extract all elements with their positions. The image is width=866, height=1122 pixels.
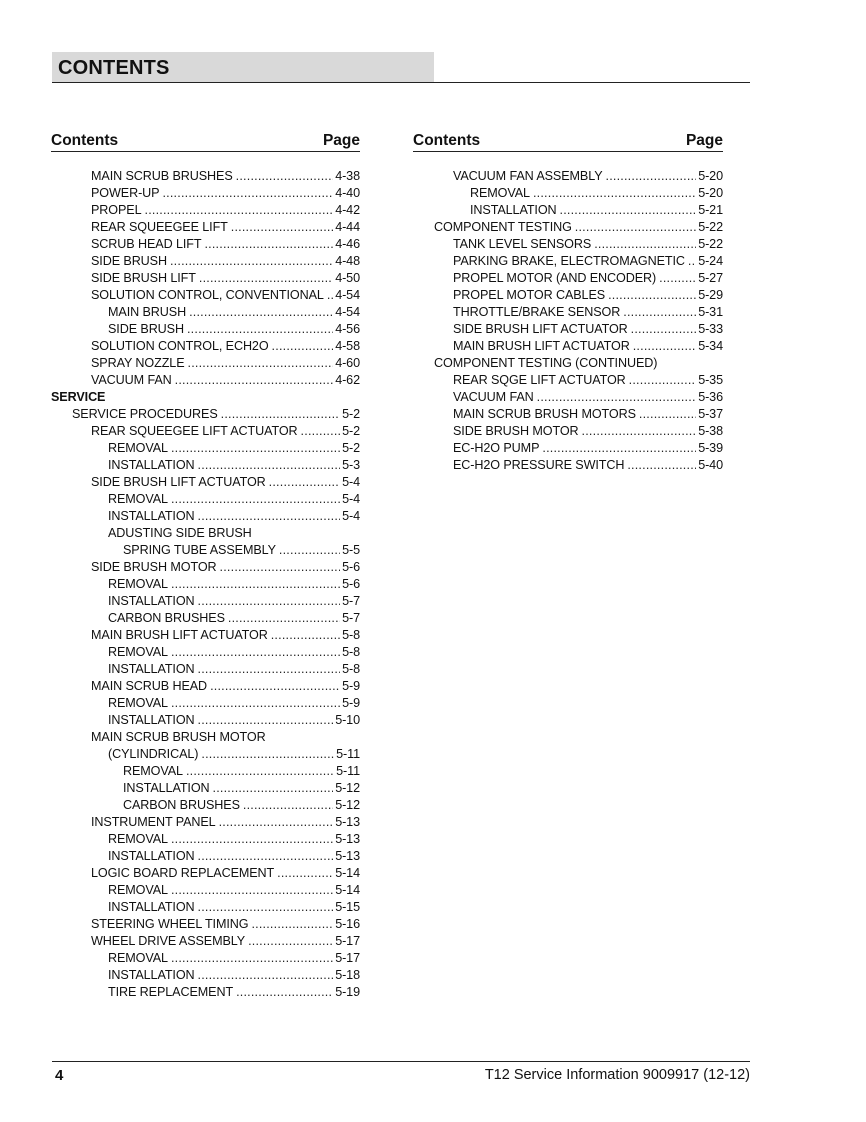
toc-entry[interactable] bbox=[413, 389, 723, 406]
toc-entry[interactable] bbox=[51, 389, 360, 406]
toc-entry[interactable] bbox=[51, 899, 360, 916]
dot-leader bbox=[537, 389, 697, 406]
toc-entry[interactable] bbox=[51, 508, 360, 525]
dot-leader bbox=[219, 814, 334, 831]
toc-entry[interactable] bbox=[51, 355, 360, 372]
toc-entry[interactable] bbox=[51, 542, 360, 559]
toc-entry-page: 5-10 bbox=[335, 713, 360, 727]
toc-entry-label: SERVICE PROCEDURES bbox=[72, 407, 218, 421]
toc-entry-label: THROTTLE/BRAKE SENSOR bbox=[453, 305, 621, 319]
toc-entry[interactable] bbox=[413, 185, 723, 202]
toc-entry[interactable] bbox=[51, 270, 360, 287]
toc-entry-label: POWER-UP bbox=[91, 186, 160, 200]
dot-leader bbox=[533, 185, 696, 202]
toc-entry-label: TANK LEVEL SENSORS bbox=[453, 237, 592, 251]
toc-entry-label: MAIN SCRUB BRUSH MOTOR bbox=[91, 730, 266, 744]
toc-column-left bbox=[51, 131, 360, 1001]
toc-entry[interactable] bbox=[413, 236, 723, 253]
toc-entry[interactable] bbox=[51, 525, 360, 542]
toc-entry-page: 5-7 bbox=[342, 611, 360, 625]
toc-entry[interactable] bbox=[51, 219, 360, 236]
toc-entry[interactable] bbox=[413, 457, 723, 474]
toc-entry-page: 5-36 bbox=[698, 390, 723, 404]
toc-entry[interactable] bbox=[51, 916, 360, 933]
dot-leader bbox=[248, 933, 333, 950]
toc-entry-label: INSTALLATION bbox=[108, 900, 195, 914]
dot-leader bbox=[213, 780, 334, 797]
toc-entry[interactable] bbox=[51, 984, 360, 1001]
dot-leader bbox=[272, 338, 334, 355]
dot-leader bbox=[199, 270, 333, 287]
toc-entry-label: INSTALLATION bbox=[123, 781, 210, 795]
toc-entry-page: 5-40 bbox=[698, 458, 723, 472]
toc-entry-page: 5-14 bbox=[335, 883, 360, 897]
toc-entry[interactable] bbox=[51, 338, 360, 355]
toc-entry-page: 5-6 bbox=[342, 577, 360, 591]
toc-entry-page: 5-11 bbox=[336, 747, 360, 761]
toc-entry[interactable] bbox=[51, 797, 360, 814]
toc-entry[interactable] bbox=[51, 729, 360, 746]
toc-entry-label: WHEEL DRIVE ASSEMBLY bbox=[91, 934, 246, 948]
dot-leader bbox=[228, 610, 340, 627]
toc-entry[interactable] bbox=[51, 372, 360, 389]
toc-entry-page: 5-13 bbox=[335, 815, 360, 829]
toc-entry-label: EC-H2O PUMP bbox=[453, 441, 540, 455]
toc-entry-label: CARBON BRUSHES bbox=[108, 611, 225, 625]
toc-entry-label: INSTALLATION bbox=[108, 509, 195, 523]
toc-entry-label: STEERING WHEEL TIMING bbox=[91, 917, 249, 931]
toc-entry-label: REMOVAL bbox=[108, 492, 168, 506]
dot-leader bbox=[271, 627, 340, 644]
toc-entry-label: INSTALLATION bbox=[108, 968, 195, 982]
toc-entry[interactable] bbox=[51, 865, 360, 882]
toc-entry-label: MAIN BRUSH LIFT ACTUATOR bbox=[453, 339, 630, 353]
toc-entry-page: 4-60 bbox=[335, 356, 360, 370]
toc-entry-page: 5-37 bbox=[698, 407, 723, 421]
toc-entry-label: PARKING BRAKE, ELECTROMAGNETIC bbox=[453, 254, 685, 268]
dot-leader bbox=[170, 253, 333, 270]
dot-leader bbox=[243, 797, 333, 814]
toc-entry-page: 5-20 bbox=[698, 186, 723, 200]
toc-entry[interactable] bbox=[413, 219, 723, 236]
contents-heading: Contents bbox=[51, 132, 119, 149]
toc-entry-page: 5-9 bbox=[342, 696, 360, 710]
toc-entry-page: 5-22 bbox=[698, 220, 723, 234]
toc-entry-page: 5-8 bbox=[342, 628, 360, 642]
toc-entry-page: 5-4 bbox=[342, 509, 360, 523]
dot-leader bbox=[594, 236, 696, 253]
toc-entry-label: MAIN BRUSH bbox=[108, 305, 187, 319]
toc-entry[interactable] bbox=[413, 253, 723, 270]
toc-entry-page: 5-16 bbox=[335, 917, 360, 931]
toc-entry[interactable] bbox=[51, 236, 360, 253]
toc-entry-page: 5-17 bbox=[335, 934, 360, 948]
toc-entry-label: REMOVAL bbox=[123, 764, 183, 778]
dot-leader bbox=[204, 236, 333, 253]
toc-entry-page: 5-27 bbox=[698, 271, 723, 285]
dot-leader bbox=[629, 372, 697, 389]
toc-entry-page: 5-13 bbox=[335, 849, 360, 863]
toc-entry-page: 5-8 bbox=[342, 662, 360, 676]
toc-entry-label: REMOVAL bbox=[108, 577, 168, 591]
toc-entry-page: 5-35 bbox=[698, 373, 723, 387]
toc-entry[interactable] bbox=[51, 882, 360, 899]
toc-column-right bbox=[413, 131, 723, 474]
dot-leader bbox=[186, 763, 334, 780]
dot-leader bbox=[189, 304, 333, 321]
toc-column-header bbox=[413, 131, 723, 152]
dot-leader bbox=[582, 423, 697, 440]
page-heading: Page bbox=[685, 132, 723, 149]
dot-leader bbox=[631, 321, 697, 338]
toc-entry-label: CARBON BRUSHES bbox=[123, 798, 240, 812]
toc-entry-page: 5-17 bbox=[335, 951, 360, 965]
toc-entry-label: SIDE BRUSH LIFT ACTUATOR bbox=[91, 475, 266, 489]
dot-leader bbox=[560, 202, 697, 219]
toc-entry-page: 5-12 bbox=[335, 798, 360, 812]
toc-entry-label: REMOVAL bbox=[108, 696, 168, 710]
toc-entry-page: 5-4 bbox=[342, 475, 360, 489]
toc-entry-label: COMPONENT TESTING (CONTINUED) bbox=[434, 356, 658, 370]
toc-entry-label: SOLUTION CONTROL, CONVENTIONAL bbox=[91, 288, 324, 302]
dot-leader bbox=[198, 967, 334, 984]
toc-entry-label: REAR SQUEEGEE LIFT ACTUATOR bbox=[91, 424, 298, 438]
toc-entry-page: 5-14 bbox=[335, 866, 360, 880]
toc-entry-label: INSTALLATION bbox=[108, 713, 195, 727]
dot-leader bbox=[236, 984, 333, 1001]
dot-leader bbox=[171, 950, 333, 967]
dot-leader bbox=[171, 576, 340, 593]
toc-entry-page: 5-9 bbox=[342, 679, 360, 693]
toc-entry-label: VACUUM FAN bbox=[453, 390, 534, 404]
toc-entry-page: 5-3 bbox=[342, 458, 360, 472]
toc-entry-label: INSTALLATION bbox=[108, 594, 195, 608]
document-info: T12 Service Information 9009917 (12-12) bbox=[484, 1067, 750, 1083]
toc-entry-label: INSTALLATION bbox=[108, 458, 195, 472]
dot-leader bbox=[269, 474, 340, 491]
dot-leader bbox=[236, 168, 334, 185]
dot-leader bbox=[171, 831, 333, 848]
toc-entry-page: 4-54 bbox=[335, 305, 360, 319]
toc-entry-label: SCRUB HEAD LIFT bbox=[91, 237, 202, 251]
toc-entry-page: 4-40 bbox=[335, 186, 360, 200]
toc-entry[interactable] bbox=[51, 474, 360, 491]
toc-entry[interactable] bbox=[413, 321, 723, 338]
toc-entry-label: EC-H2O PRESSURE SWITCH bbox=[453, 458, 625, 472]
dot-leader bbox=[627, 457, 696, 474]
contents-heading: Contents bbox=[413, 132, 481, 149]
toc-entry[interactable] bbox=[51, 593, 360, 610]
toc-entry-label: (CYLINDRICAL) bbox=[108, 747, 199, 761]
toc-entry[interactable] bbox=[51, 950, 360, 967]
toc-entry-page: 5-2 bbox=[342, 441, 360, 455]
toc-entry[interactable] bbox=[413, 202, 723, 219]
toc-entry[interactable] bbox=[413, 355, 723, 372]
toc-entry-label: INSTALLATION bbox=[108, 662, 195, 676]
toc-entry-label: INSTRUMENT PANEL bbox=[91, 815, 216, 829]
toc-entry[interactable] bbox=[413, 423, 723, 440]
toc-entry-label: REMOVAL bbox=[108, 832, 168, 846]
dot-leader bbox=[220, 559, 341, 576]
dot-leader bbox=[198, 712, 334, 729]
toc-entry[interactable] bbox=[51, 423, 360, 440]
toc-entry-page: 5-21 bbox=[698, 203, 723, 217]
toc-entry-label: SIDE BRUSH MOTOR bbox=[91, 560, 217, 574]
toc-entry-page: 4-44 bbox=[335, 220, 360, 234]
toc-entry[interactable] bbox=[413, 406, 723, 423]
toc-entry[interactable] bbox=[413, 304, 723, 321]
toc-entry-page: 5-38 bbox=[698, 424, 723, 438]
dot-leader bbox=[188, 355, 334, 372]
toc-entry-label: REMOVAL bbox=[108, 951, 168, 965]
toc-entry-page: 5-18 bbox=[335, 968, 360, 982]
dot-leader bbox=[251, 916, 333, 933]
page-title: CONTENTS bbox=[58, 57, 170, 79]
toc-entry[interactable] bbox=[51, 559, 360, 576]
toc-entry[interactable] bbox=[413, 270, 723, 287]
toc-entry-page: 4-38 bbox=[335, 169, 360, 183]
toc-entry-label: SERVICE bbox=[51, 390, 106, 404]
toc-entry-label: REAR SQUEEGEE LIFT bbox=[91, 220, 228, 234]
dot-leader bbox=[175, 372, 334, 389]
toc-entry-page: 5-6 bbox=[342, 560, 360, 574]
dot-leader bbox=[210, 678, 340, 695]
toc-entry-label: COMPONENT TESTING bbox=[434, 220, 572, 234]
toc-entry-page: 4-48 bbox=[335, 254, 360, 268]
dot-leader bbox=[198, 508, 341, 525]
page-number: 4 bbox=[55, 1067, 64, 1084]
toc-entry[interactable] bbox=[51, 576, 360, 593]
toc-entry[interactable] bbox=[413, 338, 723, 355]
toc-entry-page: 5-24 bbox=[698, 254, 723, 268]
toc-entry[interactable] bbox=[51, 678, 360, 695]
toc-entry[interactable] bbox=[51, 185, 360, 202]
toc-entry-label: MAIN SCRUB BRUSH MOTORS bbox=[453, 407, 636, 421]
dot-leader bbox=[198, 899, 334, 916]
toc-entry-label: SIDE BRUSH MOTOR bbox=[453, 424, 579, 438]
toc-entry[interactable] bbox=[51, 168, 360, 185]
dot-leader bbox=[162, 185, 333, 202]
toc-entry-page: 5-5 bbox=[342, 543, 360, 557]
toc-entry[interactable] bbox=[51, 967, 360, 984]
toc-entry-page: 5-29 bbox=[698, 288, 723, 302]
toc-entry-label: VACUUM FAN bbox=[91, 373, 172, 387]
dot-leader bbox=[279, 542, 340, 559]
footer-divider bbox=[52, 1061, 750, 1062]
toc-entry-label: PROPEL MOTOR (AND ENCODER) bbox=[453, 271, 657, 285]
toc-entry-label: SIDE BRUSH LIFT ACTUATOR bbox=[453, 322, 628, 336]
toc-entry[interactable] bbox=[413, 440, 723, 457]
toc-entry[interactable] bbox=[51, 661, 360, 678]
dot-leader bbox=[277, 865, 333, 882]
toc-entry-page: 5-20 bbox=[698, 169, 723, 183]
toc-entry-page: 4-62 bbox=[335, 373, 360, 387]
toc-entry-label: REMOVAL bbox=[108, 645, 168, 659]
toc-entry-label: LOGIC BOARD REPLACEMENT bbox=[91, 866, 275, 880]
dot-leader bbox=[575, 219, 696, 236]
toc-entry-page: 5-12 bbox=[335, 781, 360, 795]
toc-entry[interactable] bbox=[413, 372, 723, 389]
toc-entry[interactable] bbox=[51, 763, 360, 780]
toc-entry-page: 4-56 bbox=[335, 322, 360, 336]
toc-entry[interactable] bbox=[51, 491, 360, 508]
toc-entry-page: 4-42 bbox=[335, 203, 360, 217]
toc-entries-left bbox=[51, 168, 360, 1001]
dot-leader bbox=[327, 287, 333, 304]
toc-entry-page: 5-22 bbox=[698, 237, 723, 251]
toc-entry-page: 5-31 bbox=[698, 305, 723, 319]
toc-entry-label: INSTALLATION bbox=[108, 849, 195, 863]
dot-leader bbox=[171, 440, 340, 457]
dot-leader bbox=[198, 661, 341, 678]
toc-entry[interactable] bbox=[51, 746, 360, 763]
toc-entry-label: MAIN SCRUB HEAD bbox=[91, 679, 208, 693]
toc-entry[interactable] bbox=[413, 168, 723, 185]
dot-leader bbox=[221, 406, 340, 423]
toc-entry[interactable] bbox=[51, 780, 360, 797]
dot-leader bbox=[145, 202, 334, 219]
dot-leader bbox=[231, 219, 333, 236]
toc-entry-page: 5-34 bbox=[698, 339, 723, 353]
toc-entries-right bbox=[413, 168, 723, 474]
dot-leader bbox=[659, 270, 696, 287]
toc-entry-label: MAIN BRUSH LIFT ACTUATOR bbox=[91, 628, 268, 642]
toc-entry-page: 5-8 bbox=[342, 645, 360, 659]
toc-column-header bbox=[51, 131, 360, 152]
toc-entry-label: REMOVAL bbox=[470, 186, 530, 200]
toc-entry[interactable] bbox=[51, 695, 360, 712]
toc-entry-label: INSTALLATION bbox=[470, 203, 557, 217]
toc-entry-label: REMOVAL bbox=[108, 441, 168, 455]
toc-entry-page: 5-11 bbox=[336, 764, 360, 778]
toc-entry-page: 5-15 bbox=[335, 900, 360, 914]
dot-leader bbox=[198, 848, 334, 865]
toc-entry-page: 4-50 bbox=[335, 271, 360, 285]
toc-entry[interactable] bbox=[51, 712, 360, 729]
toc-entry[interactable] bbox=[51, 440, 360, 457]
toc-entry-label: ADUSTING SIDE BRUSH bbox=[108, 526, 252, 540]
toc-entry-label: SOLUTION CONTROL, ECH2O bbox=[91, 339, 269, 353]
dot-leader bbox=[171, 491, 340, 508]
toc-entry-label: SIDE BRUSH bbox=[108, 322, 184, 336]
dot-leader bbox=[688, 253, 696, 270]
toc-entry-label: REAR SQGE LIFT ACTUATOR bbox=[453, 373, 626, 387]
dot-leader bbox=[301, 423, 341, 440]
toc-entry-page: 5-2 bbox=[342, 407, 360, 421]
dot-leader bbox=[201, 746, 334, 763]
toc-entry-page: 4-46 bbox=[335, 237, 360, 251]
dot-leader bbox=[198, 593, 341, 610]
toc-entry[interactable] bbox=[51, 848, 360, 865]
toc-entry[interactable] bbox=[51, 287, 360, 304]
toc-entry[interactable] bbox=[51, 304, 360, 321]
toc-entry-page: 4-54 bbox=[335, 288, 360, 302]
toc-entry-page: 5-19 bbox=[335, 985, 360, 999]
toc-entry[interactable] bbox=[51, 253, 360, 270]
toc-entry-label: SPRING TUBE ASSEMBLY bbox=[123, 543, 276, 557]
toc-entry-label: PROPEL MOTOR CABLES bbox=[453, 288, 606, 302]
toc-entry-label: PROPEL bbox=[91, 203, 142, 217]
dot-leader bbox=[171, 882, 333, 899]
dot-leader bbox=[606, 168, 697, 185]
dot-leader bbox=[171, 644, 340, 661]
toc-entry[interactable] bbox=[51, 627, 360, 644]
toc-entry-label: MAIN SCRUB BRUSHES bbox=[91, 169, 233, 183]
dot-leader bbox=[187, 321, 333, 338]
dot-leader bbox=[608, 287, 696, 304]
toc-entry-label: TIRE REPLACEMENT bbox=[108, 985, 234, 999]
toc-entry-page: 4-58 bbox=[335, 339, 360, 353]
toc-entry-label: REMOVAL bbox=[108, 883, 168, 897]
dot-leader bbox=[171, 695, 340, 712]
toc-entry[interactable] bbox=[51, 831, 360, 848]
page-heading: Page bbox=[322, 132, 360, 149]
toc-entry-page: 5-33 bbox=[698, 322, 723, 336]
toc-entry[interactable] bbox=[51, 933, 360, 950]
dot-leader bbox=[623, 304, 696, 321]
toc-entry-page: 5-7 bbox=[342, 594, 360, 608]
toc-entry[interactable] bbox=[51, 406, 360, 423]
dot-leader bbox=[198, 457, 341, 474]
dot-leader bbox=[633, 338, 696, 355]
toc-entry[interactable] bbox=[51, 321, 360, 338]
title-divider bbox=[52, 82, 750, 83]
toc-entry[interactable] bbox=[413, 287, 723, 304]
toc-entry-label: SIDE BRUSH bbox=[91, 254, 167, 268]
toc-entry-label: SIDE BRUSH LIFT bbox=[91, 271, 196, 285]
toc-entry[interactable] bbox=[51, 814, 360, 831]
dot-leader bbox=[542, 440, 696, 457]
toc-entry-page: 5-4 bbox=[342, 492, 360, 506]
toc-entry[interactable] bbox=[51, 457, 360, 474]
toc-entry[interactable] bbox=[51, 202, 360, 219]
toc-entry[interactable] bbox=[51, 644, 360, 661]
toc-entry[interactable] bbox=[51, 610, 360, 627]
toc-entry-label: VACUUM FAN ASSEMBLY bbox=[453, 169, 603, 183]
toc-entry-page: 5-2 bbox=[342, 424, 360, 438]
toc-entry-page: 5-13 bbox=[335, 832, 360, 846]
toc-entry-page: 5-39 bbox=[698, 441, 723, 455]
toc-entry-label: SPRAY NOZZLE bbox=[91, 356, 185, 370]
dot-leader bbox=[639, 406, 696, 423]
